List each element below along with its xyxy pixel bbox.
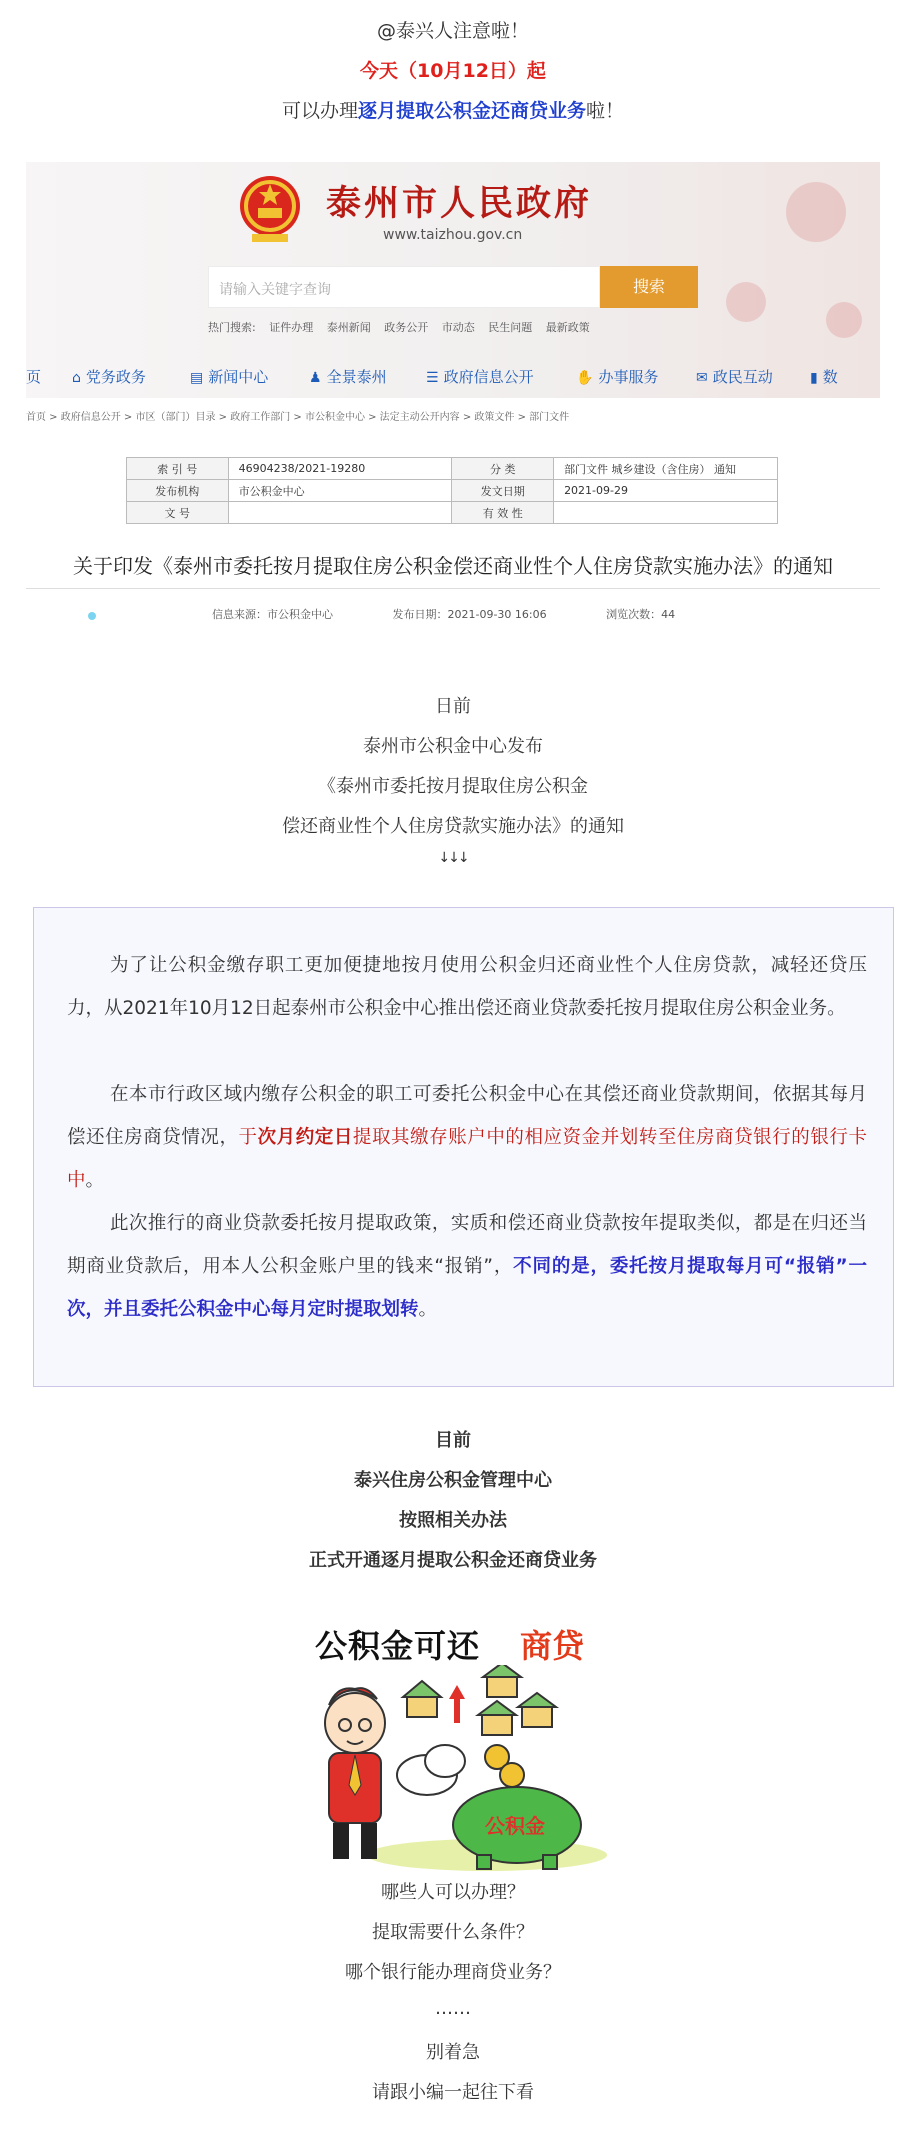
meta-value: 部门文件 城乡建设（含住房） 通知 [554, 458, 778, 480]
hot-search-term[interactable]: 政务公开 [384, 321, 429, 334]
hand-icon: ✋ [576, 370, 594, 386]
policy-excerpt-box [33, 907, 894, 1387]
hot-search-row [208, 319, 600, 335]
illustration-title-highlight: 商贷 [520, 1627, 585, 1665]
gov-site-title: 泰州市人民政府 [326, 183, 593, 224]
illustration-title: 公积金可还 [315, 1627, 481, 1665]
nav-item-services[interactable] [576, 366, 658, 387]
intro-line-3-suffix: 啦！ [586, 100, 625, 122]
gov-site-nav [26, 356, 880, 396]
document-meta-table [126, 457, 778, 524]
notice-views: 浏览次数：44 [606, 608, 676, 621]
hot-search-term[interactable]: 证件办理 [269, 321, 314, 334]
search-input[interactable]: 请输入关键字查询 [208, 266, 600, 308]
notice-source: 信息来源：市公积金中心 [212, 608, 333, 621]
green-line-1: 目前 [435, 1430, 471, 1451]
hot-search-term[interactable]: 最新政策 [545, 321, 590, 334]
closing-line-1: 别着急 [426, 2042, 480, 2063]
table-row [127, 502, 778, 524]
meta-key: 发文日期 [452, 480, 554, 502]
document-icon: ▤ [190, 370, 204, 386]
meta-value [228, 502, 452, 524]
green-line-2: 泰兴住房公积金管理中心 [354, 1470, 552, 1491]
excerpt-highlight: 提取其缴存账户中的相应资金并划转至住房商贷银行的银行卡中 [67, 1127, 867, 1191]
nav-item-gov-info[interactable] [426, 366, 534, 387]
building-icon: ⌂ [72, 370, 81, 386]
nav-item-interaction[interactable] [696, 366, 773, 387]
gov-site-url: www.taizhou.gov.cn [383, 227, 523, 243]
meta-value [554, 502, 778, 524]
chat-icon: ✉ [696, 370, 708, 386]
meta-key: 分 类 [452, 458, 554, 480]
intro-line-3-prefix: 可以办理 [281, 100, 358, 122]
nav-item-label: 办事服务 [598, 368, 659, 386]
nav-item-news[interactable] [190, 366, 268, 387]
nav-item-label: 政府信息公开 [443, 368, 534, 386]
nav-item-data[interactable] [810, 366, 838, 387]
hot-search-term[interactable]: 民生问题 [488, 321, 533, 334]
table-row [127, 480, 778, 502]
nav-item-label: 页 [26, 368, 42, 386]
meta-key: 文 号 [127, 502, 229, 524]
lead-line-4: 偿还商业性个人住房贷款实施办法》的通知 [282, 816, 624, 837]
green-line-3: 按照相关办法 [399, 1510, 507, 1531]
question-1: 哪些人可以办理？ [381, 1882, 525, 1903]
nav-item-panorama[interactable] [309, 366, 387, 387]
hot-search-term[interactable]: 泰州新闻 [326, 321, 371, 334]
divider [26, 588, 880, 589]
gov-site-header [26, 162, 880, 398]
nav-item-label: 党务政务 [85, 368, 146, 386]
blossom-decoration [786, 182, 846, 242]
intro-line-3 [0, 96, 906, 123]
lead-line-2: 泰州市公积金中心发布 [363, 736, 543, 757]
gov-website-screenshot [26, 162, 880, 647]
person-icon: ♟ [309, 370, 322, 386]
question-3: 哪个银行能办理商贷业务？ [345, 1962, 561, 1983]
excerpt-paragraph-2 [67, 1073, 867, 1202]
excerpt-text: 。 [418, 1299, 438, 1320]
cartoon-scene-icon [307, 1665, 613, 1872]
meta-value: 46904238/2021-19280 [228, 458, 452, 480]
excerpt-highlight: 于 [238, 1127, 258, 1148]
lead-line-1: 日前 [435, 696, 471, 717]
nav-item-label: 政民互动 [712, 368, 773, 386]
question-2: 提取需要什么条件？ [372, 1922, 534, 1943]
excerpt-paragraph-1: 为了让公积金缴存职工更加便捷地按月使用公积金归还商业性个人住房贷款，减轻还贷压力，从2021年10月12日起泰州市公积金中心推出偿还商业贷款委托按月提取住房公积金业务。 [67, 955, 867, 1019]
notice-meta [212, 606, 731, 622]
hot-search-label: 热门搜索: [208, 321, 256, 334]
meta-value: 2021-09-29 [554, 480, 778, 502]
nav-item-label: 全景泰州 [326, 368, 387, 386]
intro-line-2: 今天（10月12日）起 [360, 60, 546, 82]
meta-key: 发布机构 [127, 480, 229, 502]
excerpt-text: 。 [85, 1170, 105, 1191]
bag-label: 公积金 [485, 1814, 545, 1838]
excerpt-text: 在本市行政区域内缴存公积金的职工可委托公积金中心在其偿还商业贷款期间，依据其每月偿还住房商贷情况， [67, 1084, 867, 1148]
blossom-decoration [726, 282, 766, 322]
down-arrows-icon: ↓↓↓ [438, 850, 468, 866]
blossom-decoration [826, 302, 862, 338]
bar-chart-icon: ▮ [810, 370, 818, 386]
bullet-dot-icon [88, 612, 96, 620]
nav-item-party-affairs[interactable] [72, 366, 146, 387]
breadcrumb: 首页 > 政府信息公开 > 市区（部门）目录 > 政府工作部门 > 市公积金中心 > 法定主动公开内容 > 政策文件 > 部门文件 [26, 412, 570, 423]
excerpt-paragraph-3 [67, 1202, 867, 1331]
excerpt-text: 此次推行的商业贷款委托按月提取政策，实质和偿还商业贷款按年提取类似，都是在归还当期商业贷款后，用本人公积金账户里的钱来“报销”， [67, 1213, 867, 1277]
search-button[interactable]: 搜索 [600, 266, 698, 308]
ellipsis: …… [435, 1998, 471, 2019]
excerpt-highlight-blue: 不同的是，委托按月提取每月可“报销”一次，并且委托公积金中心每月定时提取划转 [67, 1256, 867, 1320]
list-icon: ☰ [426, 370, 439, 386]
lead-line-3: 《泰州市委托按月提取住房公积金 [318, 776, 588, 797]
meta-key: 索 引 号 [127, 458, 229, 480]
meta-key: 有 效 性 [452, 502, 554, 524]
hot-search-term[interactable]: 市动态 [441, 321, 475, 334]
green-line-4: 正式开通逐月提取公积金还商贷业务 [309, 1550, 597, 1571]
housing-fund-illustration [307, 1617, 613, 1872]
table-row [127, 458, 778, 480]
nav-item-label: 新闻中心 [208, 368, 269, 386]
notice-date: 发布日期：2021-09-30 16:06 [392, 608, 547, 621]
national-emblem-icon [236, 172, 304, 244]
nav-item-label: 数 [822, 368, 838, 386]
closing-line-2: 请跟小编一起往下看 [372, 2082, 534, 2103]
notice-title: 关于印发《泰州市委托按月提取住房公积金偿还商业性个人住房贷款实施办法》的通知 [73, 554, 833, 578]
intro-line-3-highlight: 逐月提取公积金还商贷业务 [357, 100, 586, 122]
meta-value: 市公积金中心 [228, 480, 452, 502]
nav-item-home[interactable] [26, 366, 41, 387]
excerpt-highlight-bold: 次月约定日 [257, 1127, 353, 1148]
intro-line-1: @泰兴人注意啦！ [376, 20, 529, 42]
